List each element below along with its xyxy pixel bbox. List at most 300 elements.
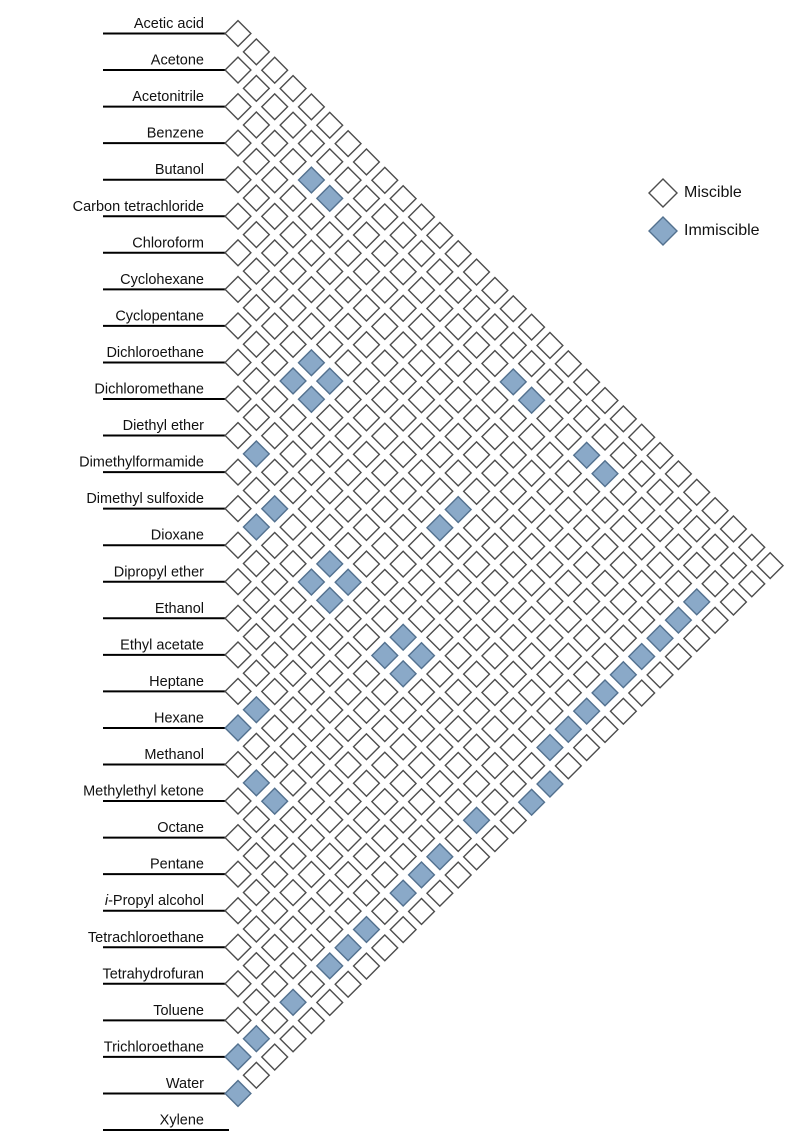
cell-ethyl-acetate--octane — [299, 715, 325, 741]
cell-butanol--ethanol — [427, 369, 453, 395]
cell-butanol--tetrachloroethane — [592, 534, 618, 560]
cell-acetic-acid--octane — [610, 406, 636, 432]
cell-acetonitrile--dimethyl-sulfoxide — [409, 277, 435, 303]
cell-butanol--dioxane — [390, 332, 416, 358]
cell-dioxane--ethanol — [243, 551, 269, 577]
cell-cyclopentane--tetrahydrofuran — [537, 625, 563, 651]
cell-methylethyl-ketone--octane — [225, 788, 251, 814]
cell-cyclohexane--toluene — [574, 625, 600, 651]
cell-acetic-acid--cyclopentane — [354, 149, 380, 175]
cell-dimethyl-sulfoxide--trichloroethane — [482, 753, 508, 779]
cell-i-propyl-alcohol--toluene — [262, 935, 288, 961]
cell-cyclopentane--water — [592, 680, 618, 706]
cell-cyclopentane--heptane — [390, 478, 416, 504]
cell-dimethyl-sulfoxide--toluene — [464, 734, 490, 760]
cell-hexane--methylethyl-ketone — [243, 733, 269, 759]
cell-butanol--toluene — [629, 571, 655, 597]
cell-acetonitrile--toluene — [666, 534, 692, 560]
cell-acetonitrile--i-propyl-alcohol — [610, 479, 636, 505]
cell-benzene--cyclohexane — [280, 185, 306, 211]
cell-chloroform--water — [629, 644, 655, 670]
cell-acetic-acid--cyclohexane — [335, 131, 361, 157]
cell-benzene--hexane — [500, 406, 526, 432]
cell-acetonitrile--carbon-tetrachloride — [262, 130, 288, 156]
solvent-label-octane: Octane — [157, 820, 204, 837]
cell-chloroform--octane — [500, 515, 526, 541]
cell-acetonitrile--butanol — [243, 112, 269, 138]
cell-methylethyl-ketone--tetrahydrofuran — [299, 862, 325, 888]
cell-benzene--heptane — [482, 387, 508, 413]
cell-dipropyl-ether--tetrahydrofuran — [409, 752, 435, 778]
cell-chloroform--trichloroethane — [610, 625, 636, 651]
cell-dichloromethane--dimethylformamide — [243, 404, 269, 430]
cell-butanol--xylene — [684, 626, 710, 652]
cell-acetic-acid--trichloroethane — [721, 516, 747, 542]
cell-acetonitrile--water — [702, 571, 728, 597]
cell-dipropyl-ether--xylene — [482, 826, 508, 852]
cell-carbon-tetrachloride--toluene — [610, 589, 636, 615]
cell-acetic-acid--ethanol — [500, 296, 526, 322]
cell-chloroform--dichloromethane — [280, 295, 306, 321]
cell-dimethylformamide--trichloroethane — [500, 734, 526, 760]
cell-cyclohexane--xylene — [629, 680, 655, 706]
cell-acetonitrile--dipropyl-ether — [445, 314, 471, 340]
cell-carbon-tetrachloride--cyclohexane — [243, 222, 269, 248]
cell-pentane--tetrachloroethane — [243, 880, 269, 906]
cell-tetrahydrofuran--toluene — [225, 971, 251, 997]
cell-chloroform--cyclohexane — [225, 240, 251, 266]
cell-dimethyl-sulfoxide--pentane — [390, 661, 416, 687]
cell-hexane--xylene — [409, 899, 435, 925]
cell-acetonitrile--trichloroethane — [684, 552, 710, 578]
cell-cyclopentane--diethyl-ether — [262, 350, 288, 376]
cell-cyclohexane--methanol — [445, 497, 471, 523]
cell-heptane--xylene — [427, 880, 453, 906]
cell-dimethyl-sulfoxide--tetrachloroethane — [427, 698, 453, 724]
cell-methanol--pentane — [262, 788, 288, 814]
cell-acetone--ethanol — [482, 314, 508, 340]
cell-butanol--diethyl-ether — [335, 277, 361, 303]
cell-methanol--methylethyl-ketone — [225, 752, 251, 778]
cell-chloroform--pentane — [519, 534, 545, 560]
cell-butanol--dichloromethane — [317, 259, 343, 285]
cell-acetone--chloroform — [299, 131, 325, 157]
cell-butanol--trichloroethane — [647, 589, 673, 615]
cell-cyclohexane--trichloroethane — [592, 643, 618, 669]
cell-acetic-acid--tetrachloroethane — [666, 461, 692, 487]
cell-acetonitrile--dimethylformamide — [390, 259, 416, 285]
cell-methanol--octane — [243, 770, 269, 796]
cell-chloroform--tetrahydrofuran — [574, 589, 600, 615]
cell-cyclopentane--dichloromethane — [243, 331, 269, 357]
cell-acetic-acid--dioxane — [464, 259, 490, 285]
cell-dioxane--ethyl-acetate — [262, 569, 288, 595]
cell-ethanol--octane — [317, 697, 343, 723]
cell-benzene--trichloroethane — [666, 571, 692, 597]
cell-acetone--tetrahydrofuran — [666, 498, 692, 524]
cell-dipropyl-ether--water — [464, 807, 490, 833]
cell-trichloroethane--xylene — [243, 1062, 269, 1088]
cell-cyclohexane--dipropyl-ether — [354, 405, 380, 431]
cell-carbon-tetrachloride--dichloroethane — [280, 258, 306, 284]
cell-butanol--methylethyl-ketone — [519, 460, 545, 486]
cell-cyclopentane--dimethyl-sulfoxide — [299, 386, 325, 412]
cell-acetic-acid--carbon-tetrachloride — [299, 94, 325, 120]
cell-ethyl-acetate--heptane — [225, 642, 251, 668]
cell-octane--xylene — [354, 953, 380, 979]
cell-cyclopentane--dioxane — [317, 405, 343, 431]
cell-butanol--hexane — [482, 424, 508, 450]
cell-cyclopentane--hexane — [409, 497, 435, 523]
cell-pentane--trichloroethane — [299, 935, 325, 961]
cell-butanol--dipropyl-ether — [409, 350, 435, 376]
cell-acetone--heptane — [519, 351, 545, 377]
cell-benzene--chloroform — [262, 167, 288, 193]
cell-benzene--dipropyl-ether — [427, 332, 453, 358]
cell-ethyl-acetate--hexane — [243, 660, 269, 686]
cell-ethanol--pentane — [335, 716, 361, 742]
cell-dimethyl-sulfoxide--xylene — [519, 789, 545, 815]
cell-dipropyl-ether--methylethyl-ketone — [317, 661, 343, 687]
cell-methylethyl-ketone--tetrachloroethane — [280, 843, 306, 869]
cell-dichloromethane--methanol — [390, 551, 416, 577]
cell-butanol--carbon-tetrachloride — [225, 167, 251, 193]
cell-butanol--tetrahydrofuran — [610, 552, 636, 578]
solvent-label-methylethyl-ketone: Methylethyl ketone — [83, 783, 204, 800]
solvent-label-butanol: Butanol — [154, 162, 204, 179]
cell-dimethylformamide--ethanol — [280, 514, 306, 540]
cell-dimethylformamide--methylethyl-ketone — [372, 606, 398, 632]
cell-cyclopentane--toluene — [555, 643, 581, 669]
cell-cyclopentane--ethyl-acetate — [372, 460, 398, 486]
cell-butanol--methanol — [500, 442, 526, 468]
legend-label-immiscible: Immiscible — [684, 222, 760, 239]
cell-dimethyl-sulfoxide--ethanol — [262, 532, 288, 558]
cell-tetrachloroethane--water — [280, 989, 306, 1015]
cell-cyclopentane--trichloroethane — [574, 662, 600, 688]
cell-carbon-tetrachloride--dimethylformamide — [335, 313, 361, 339]
cell-ethanol--methylethyl-ketone — [299, 679, 325, 705]
cell-acetic-acid--dimethyl-sulfoxide — [445, 241, 471, 267]
cell-carbon-tetrachloride--tetrachloroethane — [574, 552, 600, 578]
cell-chloroform--ethyl-acetate — [409, 423, 435, 449]
cell-heptane--toluene — [372, 825, 398, 851]
cell-carbon-tetrachloride--ethyl-acetate — [427, 405, 453, 431]
cell-hexane--i-propyl-alcohol — [299, 788, 325, 814]
cell-octane--tetrachloroethane — [262, 861, 288, 887]
cell-chloroform--ethanol — [390, 405, 416, 431]
solvent-label-dimethylformamide: Dimethylformamide — [79, 454, 204, 471]
cell-acetic-acid--heptane — [537, 333, 563, 359]
cell-acetone--dioxane — [445, 277, 471, 303]
cell-chloroform--toluene — [592, 607, 618, 633]
cell-dichloroethane--toluene — [537, 662, 563, 688]
cell-dichloromethane--water — [555, 716, 581, 742]
cell-i-propyl-alcohol--tetrachloroethane — [225, 898, 251, 924]
solvent-label-acetic-acid: Acetic acid — [133, 16, 204, 32]
cell-tetrachloroethane--toluene — [243, 953, 269, 979]
cell-dichloroethane--dipropyl-ether — [317, 441, 343, 467]
cell-carbon-tetrachloride--ethanol — [409, 387, 435, 413]
cell-acetonitrile--tetrachloroethane — [629, 497, 655, 523]
cell-acetone--ethyl-acetate — [500, 332, 526, 358]
cell-acetone--cyclopentane — [335, 167, 361, 193]
cell-carbon-tetrachloride--dimethyl-sulfoxide — [354, 332, 380, 358]
cell-dimethyl-sulfoxide--heptane — [299, 569, 325, 595]
cell-carbon-tetrachloride--water — [647, 625, 673, 651]
cell-diethyl-ether--dimethyl-sulfoxide — [243, 441, 269, 467]
cell-dimethylformamide--dimethyl-sulfoxide — [225, 459, 251, 485]
cell-dimethylformamide--tetrachloroethane — [445, 679, 471, 705]
cell-acetonitrile--octane — [574, 442, 600, 468]
cell-benzene--carbon-tetrachloride — [243, 149, 269, 175]
solvent-label-dichloromethane: Dichloromethane — [94, 381, 204, 398]
cell-chloroform--dipropyl-ether — [372, 387, 398, 413]
cell-dimethylformamide--ethyl-acetate — [299, 533, 325, 559]
cell-acetone--diethyl-ether — [390, 222, 416, 248]
solvent-label-cyclopentane: Cyclopentane — [115, 308, 204, 325]
cell-butanol--cyclopentane — [280, 222, 306, 248]
cell-cyclopentane--pentane — [482, 570, 508, 596]
cell-butanol--dimethyl-sulfoxide — [372, 314, 398, 340]
cell-butanol--octane — [537, 479, 563, 505]
cell-dichloromethane--dioxane — [280, 441, 306, 467]
cell-dioxane--octane — [354, 661, 380, 687]
cell-benzene--ethyl-acetate — [464, 369, 490, 395]
cell-carbon-tetrachloride--i-propyl-alcohol — [555, 534, 581, 560]
cell-dipropyl-ether--ethanol — [225, 569, 251, 595]
cell-ethanol--hexane — [262, 642, 288, 668]
cell-chloroform--i-propyl-alcohol — [537, 552, 563, 578]
cell-ethanol--toluene — [409, 789, 435, 815]
cell-acetic-acid--water — [739, 534, 765, 560]
cell-tetrachloroethane--tetrahydrofuran — [225, 934, 251, 960]
cell-acetone--octane — [592, 424, 618, 450]
cell-acetic-acid--tetrahydrofuran — [684, 479, 710, 505]
cell-octane--toluene — [299, 898, 325, 924]
cell-cyclohexane--dimethyl-sulfoxide — [317, 368, 343, 394]
cell-water--xylene — [225, 1081, 251, 1107]
cell-dichloroethane--tetrachloroethane — [500, 625, 526, 651]
cell-carbon-tetrachloride--methanol — [482, 460, 508, 486]
cell-butanol--pentane — [555, 497, 581, 523]
cell-acetone--dichloromethane — [372, 204, 398, 230]
cell-benzene--toluene — [647, 552, 673, 578]
cell-diethyl-ether--tetrachloroethane — [464, 661, 490, 687]
cell-hexane--tetrahydrofuran — [335, 825, 361, 851]
cell-dimethyl-sulfoxide--water — [500, 771, 526, 797]
cell-acetone--toluene — [684, 516, 710, 542]
cell-hexane--toluene — [354, 844, 380, 870]
cell-ethanol--tetrahydrofuran — [390, 771, 416, 797]
cell-carbon-tetrachloride--octane — [519, 497, 545, 523]
cell-ethyl-acetate--tetrachloroethane — [354, 770, 380, 796]
cell-ethanol--water — [445, 826, 471, 852]
cell-ethanol--trichloroethane — [427, 807, 453, 833]
cell-i-propyl-alcohol--tetrahydrofuran — [243, 916, 269, 942]
cell-cyclohexane--tetrahydrofuran — [555, 607, 581, 633]
cell-toluene--water — [243, 1026, 269, 1052]
cell-dimethylformamide--i-propyl-alcohol — [427, 661, 453, 687]
solvent-label-diethyl-ether: Diethyl ether — [122, 418, 204, 435]
cell-dipropyl-ether--i-propyl-alcohol — [372, 716, 398, 742]
cell-cyclopentane--xylene — [610, 698, 636, 724]
cell-chloroform--dimethyl-sulfoxide — [335, 350, 361, 376]
cell-dichloroethane--methanol — [409, 533, 435, 559]
cell-carbon-tetrachloride--xylene — [666, 644, 692, 670]
cell-dioxane--heptane — [280, 587, 306, 613]
cell-acetone--i-propyl-alcohol — [629, 461, 655, 487]
solvent-label-hexane: Hexane — [154, 710, 204, 727]
cell-benzene--ethanol — [445, 350, 471, 376]
cell-chloroform--methanol — [464, 478, 490, 504]
cell-dichloroethane--octane — [445, 570, 471, 596]
cell-diethyl-ether--dioxane — [262, 459, 288, 485]
solvent-label-benzene: Benzene — [146, 125, 204, 142]
immiscible-diamond-icon — [648, 216, 678, 246]
cell-dichloroethane--methylethyl-ketone — [427, 551, 453, 577]
cell-dipropyl-ether--pentane — [354, 697, 380, 723]
cell-octane--pentane — [225, 825, 251, 851]
cell-cyclohexane--ethyl-acetate — [390, 442, 416, 468]
cell-acetonitrile--methanol — [537, 406, 563, 432]
cell-acetone--dichloroethane — [354, 186, 380, 212]
solvent-label-acetonitrile: Acetonitrile — [132, 89, 204, 106]
cell-methanol--toluene — [335, 862, 361, 888]
cell-acetic-acid--benzene — [262, 57, 288, 83]
legend-item-miscible — [648, 178, 798, 208]
cell-dichloroethane--dioxane — [299, 423, 325, 449]
cell-dichloroethane--xylene — [592, 717, 618, 743]
cell-diethyl-ether--i-propyl-alcohol — [445, 643, 471, 669]
cell-acetone--tetrachloroethane — [647, 479, 673, 505]
cell-diethyl-ether--methylethyl-ketone — [390, 588, 416, 614]
cell-benzene--octane — [555, 461, 581, 487]
cell-ethyl-acetate--i-propyl-alcohol — [335, 752, 361, 778]
solvent-label-cyclohexane: Cyclohexane — [120, 271, 204, 288]
cell-acetonitrile--chloroform — [280, 149, 306, 175]
cell-dichloromethane--octane — [427, 588, 453, 614]
cell-dioxane--water — [482, 789, 508, 815]
cell-diethyl-ether--methanol — [372, 569, 398, 595]
cell-chloroform--dioxane — [354, 368, 380, 394]
cell-benzene--i-propyl-alcohol — [592, 497, 618, 523]
cell-butanol--i-propyl-alcohol — [574, 515, 600, 541]
cell-dichloroethane--trichloroethane — [555, 680, 581, 706]
cell-benzene--methylethyl-ketone — [537, 442, 563, 468]
cell-dichloroethane--ethyl-acetate — [354, 478, 380, 504]
cell-acetone--water — [721, 553, 747, 579]
cell-ethanol--tetrachloroethane — [372, 752, 398, 778]
cell-dioxane--i-propyl-alcohol — [390, 697, 416, 723]
cell-cyclopentane--methylethyl-ketone — [445, 533, 471, 559]
cell-cyclohexane--octane — [482, 533, 508, 559]
cell-dimethylformamide--toluene — [482, 716, 508, 742]
cell-hexane--trichloroethane — [372, 862, 398, 888]
cell-acetonitrile--diethyl-ether — [372, 241, 398, 267]
cell-octane--i-propyl-alcohol — [243, 843, 269, 869]
cell-dipropyl-ether--tetrachloroethane — [390, 734, 416, 760]
cell-methylethyl-ketone--water — [354, 917, 380, 943]
cell-cyclohexane--cyclopentane — [225, 276, 251, 302]
cell-methanol--tetrahydrofuran — [317, 843, 343, 869]
cell-i-propyl-alcohol--trichloroethane — [280, 953, 306, 979]
cell-dimethyl-sulfoxide--hexane — [317, 588, 343, 614]
cell-dimethyl-sulfoxide--i-propyl-alcohol — [409, 679, 435, 705]
cell-dioxane--methylethyl-ketone — [335, 642, 361, 668]
solvent-label-i-propyl-alcohol: i-Propyl alcohol — [104, 893, 204, 910]
cell-dichloroethane--heptane — [372, 496, 398, 522]
cell-dimethylformamide--octane — [390, 624, 416, 650]
cell-heptane--hexane — [225, 679, 251, 705]
cell-acetic-acid--toluene — [702, 498, 728, 524]
cell-tetrachloroethane--trichloroethane — [262, 971, 288, 997]
cell-chloroform--dimethylformamide — [317, 332, 343, 358]
cell-acetic-acid--dipropyl-ether — [482, 278, 508, 304]
cell-carbon-tetrachloride--hexane — [464, 442, 490, 468]
cell-chloroform--hexane — [445, 460, 471, 486]
cell-acetonitrile--dichloromethane — [354, 222, 380, 248]
solvent-label-dipropyl-ether: Dipropyl ether — [113, 564, 204, 581]
cell-heptane--octane — [280, 734, 306, 760]
cell-dioxane--pentane — [372, 679, 398, 705]
cell-acetonitrile--tetrahydrofuran — [647, 516, 673, 542]
cell-methylethyl-ketone--pentane — [243, 807, 269, 833]
cell-dioxane--hexane — [299, 606, 325, 632]
cell-dimethyl-sulfoxide--dioxane — [225, 496, 251, 522]
legend-label-miscible: Miscible — [684, 184, 742, 201]
cell-butanol--dimethylformamide — [354, 295, 380, 321]
cell-acetone--dimethyl-sulfoxide — [427, 259, 453, 285]
cell-dichloroethane--hexane — [390, 515, 416, 541]
cell-dimethylformamide--xylene — [537, 771, 563, 797]
miscible-diamond-icon — [648, 178, 678, 208]
cell-benzene--dimethyl-sulfoxide — [390, 295, 416, 321]
cell-pentane--i-propyl-alcohol — [225, 861, 251, 887]
cell-pentane--xylene — [335, 971, 361, 997]
cell-heptane--tetrachloroethane — [335, 789, 361, 815]
cell-benzene--tetrahydrofuran — [629, 534, 655, 560]
cell-acetonitrile--dioxane — [427, 296, 453, 322]
cell-dioxane--dipropyl-ether — [225, 532, 251, 558]
cell-cyclohexane--ethanol — [372, 423, 398, 449]
cell-chloroform--tetrachloroethane — [555, 570, 581, 596]
cell-pentane--tetrahydrofuran — [262, 898, 288, 924]
cell-methanol--trichloroethane — [354, 880, 380, 906]
cell-butanol--cyclohexane — [262, 204, 288, 230]
cell-dipropyl-ether--trichloroethane — [445, 789, 471, 815]
cell-chloroform--methylethyl-ketone — [482, 497, 508, 523]
cell-carbon-tetrachloride--trichloroethane — [629, 607, 655, 633]
cell-acetonitrile--dichloroethane — [335, 204, 361, 230]
cell-dichloroethane--dimethylformamide — [262, 386, 288, 412]
solvent-label-toluene: Toluene — [153, 1002, 204, 1019]
cell-carbon-tetrachloride--methylethyl-ketone — [500, 479, 526, 505]
cell-cyclohexane--diethyl-ether — [280, 332, 306, 358]
cell-acetone--hexane — [537, 369, 563, 395]
cell-dipropyl-ether--ethyl-acetate — [243, 587, 269, 613]
cell-carbon-tetrachloride--pentane — [537, 515, 563, 541]
cell-acetone--methylethyl-ketone — [574, 406, 600, 432]
cell-dioxane--xylene — [500, 808, 526, 834]
cell-dichloromethane--methylethyl-ketone — [409, 570, 435, 596]
cell-acetonitrile--xylene — [721, 589, 747, 615]
cell-carbon-tetrachloride--heptane — [445, 424, 471, 450]
legend-item-immiscible — [648, 216, 798, 246]
cell-cyclopentane--dichloroethane — [225, 313, 251, 339]
cell-dichloromethane--diethyl-ether — [225, 386, 251, 412]
cell-dichloromethane--dipropyl-ether — [299, 460, 325, 486]
